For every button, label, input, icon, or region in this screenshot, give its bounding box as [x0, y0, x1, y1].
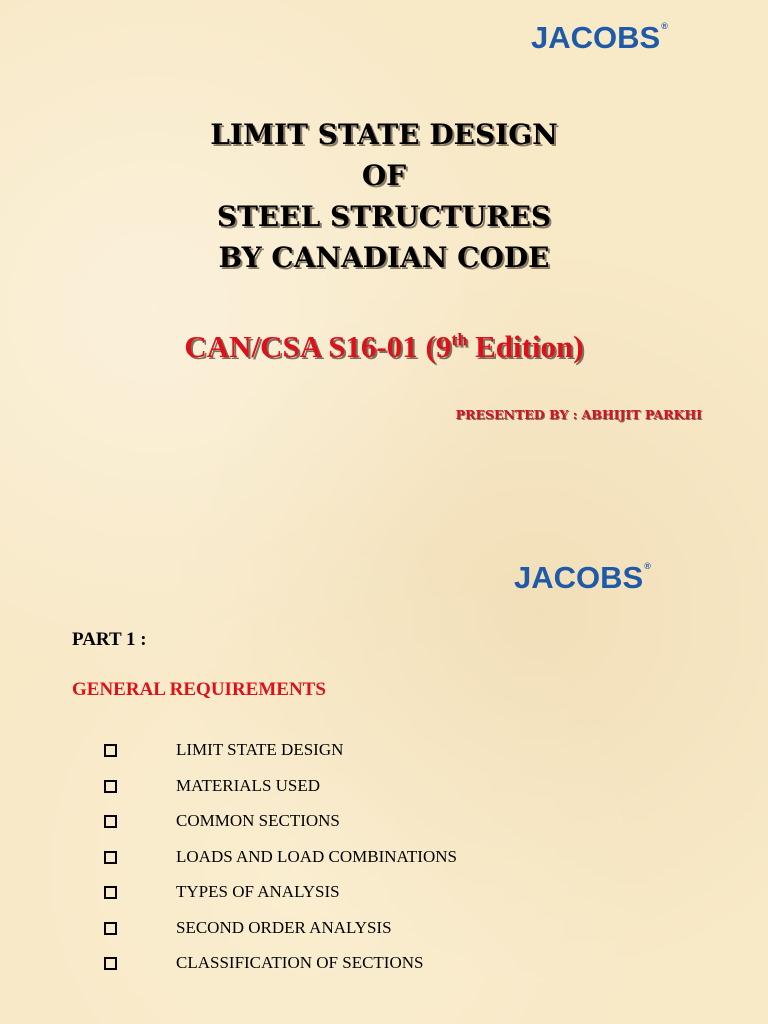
code-edition-suffix: Edition): [467, 329, 584, 364]
registered-mark: ®: [644, 561, 651, 571]
list-item: [104, 953, 457, 989]
jacobs-logo: [531, 22, 668, 53]
checkbox-icon: [104, 957, 117, 970]
topic-label: MATERIALS USED: [176, 775, 321, 795]
checkbox-icon: [104, 815, 117, 828]
list-item: [104, 918, 457, 954]
topic-label: LOADS AND LOAD COMBINATIONS: [176, 846, 457, 866]
code-edition: [0, 329, 768, 365]
code-edition-superscript: th: [451, 329, 468, 350]
topic-label: TYPES OF ANALYSIS: [176, 882, 340, 901]
title-line-3: STEEL STRUCTURES: [216, 200, 552, 233]
section-heading: GENERAL REQUIREMENTS: [72, 679, 326, 700]
list-item: [104, 811, 457, 847]
title-line-2: OF: [361, 159, 407, 192]
checkbox-icon: [104, 780, 117, 793]
topic-label: COMMON SECTIONS: [176, 811, 340, 830]
list-item: [104, 882, 457, 918]
code-edition-prefix: CAN/CSA S16-01 (9: [184, 329, 452, 364]
jacobs-logo: [514, 562, 651, 593]
title-line-1: LIMIT STATE DESIGN: [210, 118, 558, 151]
contents-slide: [0, 512, 768, 1024]
list-item: [104, 776, 457, 812]
topic-label: LIMIT STATE DESIGN: [176, 740, 344, 759]
list-item: [104, 847, 457, 883]
logo-text: JACOBS: [531, 20, 661, 55]
part-label: PART 1 :: [72, 629, 147, 650]
registered-mark: ®: [661, 21, 668, 31]
presenter-credit: PRESENTED BY : ABHIJIT PARKHI: [455, 407, 702, 422]
checkbox-icon: [104, 851, 117, 864]
presentation-title: [0, 114, 768, 278]
title-line-4: BY CANADIAN CODE: [218, 241, 550, 274]
list-item: [104, 740, 457, 776]
topic-label: CLASSIFICATION OF SECTIONS: [176, 953, 424, 972]
checkbox-icon: [104, 922, 117, 935]
topic-label: SECOND ORDER ANALYSIS: [176, 917, 392, 937]
logo-text: JACOBS: [514, 560, 644, 595]
checkbox-icon: [104, 744, 117, 757]
checkbox-icon: [104, 886, 117, 899]
topic-list: [104, 740, 457, 989]
